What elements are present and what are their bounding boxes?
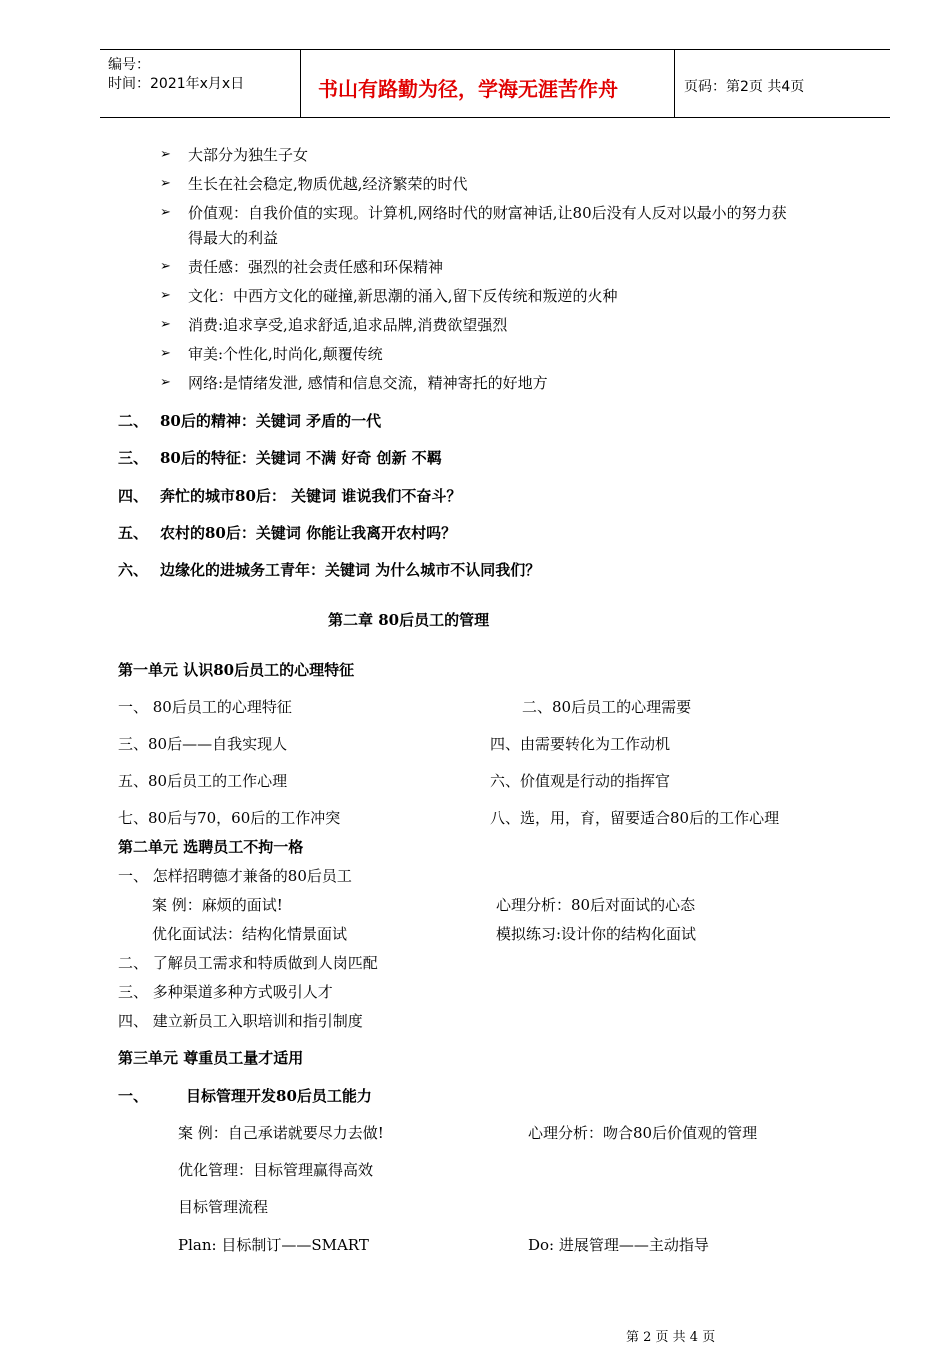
unit3-title: 第三单元 尊重员工量才适用 bbox=[118, 1049, 304, 1067]
section-number: 六、 bbox=[118, 561, 149, 579]
header-bottom-rule bbox=[100, 117, 890, 118]
unit2-item: 心理分析：80后对面试的心态 bbox=[496, 896, 696, 914]
unit2-item: 三、 多种渠道多种方式吸引人才 bbox=[118, 983, 333, 1001]
page-footer: 第 2 页 共 4 页 bbox=[626, 1330, 716, 1345]
unit2-item: 案 例：麻烦的面试! bbox=[152, 896, 283, 914]
unit1-item: 七、80后与70，60后的工作冲突 bbox=[118, 809, 341, 827]
header-top-rule bbox=[100, 49, 890, 50]
unit2-title: 第二单元 选聘员工不拘一格 bbox=[118, 838, 304, 856]
bullet-item: 责任感：强烈的社会责任感和环保精神 bbox=[188, 258, 444, 276]
bullet-item: 消费:追求享受,追求舒适,追求品牌,消费欲望强烈 bbox=[188, 316, 508, 334]
unit3-heading-number: 一、 bbox=[118, 1087, 149, 1105]
header-divider-left bbox=[300, 49, 301, 118]
unit1-item: 四、由需要转化为工作动机 bbox=[490, 735, 671, 753]
section-heading: 80后的特征：关键词 不满 好奇 创新 不羁 bbox=[160, 449, 442, 467]
arrow-bullet-icon: ➢ bbox=[160, 317, 171, 332]
bullet-item: 文化：中西方文化的碰撞,新思潮的涌入,留下反传统和叛逆的火种 bbox=[188, 287, 618, 305]
unit2-item: 四、 建立新员工入职培训和指引制度 bbox=[118, 1012, 363, 1030]
arrow-bullet-icon: ➢ bbox=[160, 375, 171, 390]
unit2-item: 优化面试法：结构化情景面试 bbox=[152, 925, 348, 943]
header-divider-right bbox=[674, 49, 675, 118]
unit3-item: Do: 进展管理——主动指导 bbox=[528, 1236, 709, 1254]
header-time-label: 时间：2021年x月x日 bbox=[108, 76, 245, 92]
unit3-item: Plan: 目标制订——SMART bbox=[178, 1236, 369, 1254]
unit1-item: 六、价值观是行动的指挥官 bbox=[490, 772, 671, 790]
unit2-item: 模拟练习:设计你的结构化面试 bbox=[496, 925, 697, 943]
unit3-item: 心理分析：吻合80后价值观的管理 bbox=[528, 1124, 758, 1142]
unit1-item: 五、80后员工的工作心理 bbox=[118, 772, 288, 790]
header-motto: 书山有路勤为径，学海无涯苦作舟 bbox=[318, 77, 618, 101]
arrow-bullet-icon: ➢ bbox=[160, 205, 171, 220]
bullet-item: 生长在社会稳定,物质优越,经济繁荣的时代 bbox=[188, 175, 468, 193]
section-heading: 80后的精神：关键词 矛盾的一代 bbox=[160, 412, 382, 430]
unit2-item: 二、 了解员工需求和特质做到人岗匹配 bbox=[118, 954, 378, 972]
chapter-title: 第二章 80后员工的管理 bbox=[328, 611, 490, 629]
section-heading: 奔忙的城市80后： 关键词 谁说我们不奋斗？ bbox=[160, 487, 462, 505]
bullet-item: 审美:个性化,时尚化,颠覆传统 bbox=[188, 345, 383, 363]
unit3-item: 目标管理流程 bbox=[178, 1198, 269, 1216]
unit3-heading: 目标管理开发80后员工能力 bbox=[186, 1087, 372, 1105]
section-heading: 农村的80后：关键词 你能让我离开农村吗？ bbox=[160, 524, 457, 542]
arrow-bullet-icon: ➢ bbox=[160, 259, 171, 274]
unit3-item: 案 例：自己承诺就要尽力去做! bbox=[178, 1124, 384, 1142]
unit1-item: 一、 80后员工的心理特征 bbox=[118, 698, 292, 716]
section-number: 四、 bbox=[118, 487, 149, 505]
header-page-label: 页码：第2页 共4页 bbox=[684, 79, 805, 95]
unit2-item: 一、 怎样招聘德才兼备的80后员工 bbox=[118, 867, 352, 885]
section-number: 三、 bbox=[118, 449, 149, 467]
arrow-bullet-icon: ➢ bbox=[160, 288, 171, 303]
bullet-item-continuation: 得最大的利益 bbox=[188, 229, 279, 247]
header-number-label: 编号： bbox=[108, 57, 150, 73]
bullet-item: 价值观：自我价值的实现。计算机,网络时代的财富神话,让80后没有人反对以最小的努力获 bbox=[188, 204, 787, 222]
arrow-bullet-icon: ➢ bbox=[160, 147, 171, 162]
unit1-item: 三、80后——自我实现人 bbox=[118, 735, 288, 753]
unit1-item: 二、80后员工的心理需要 bbox=[522, 698, 692, 716]
arrow-bullet-icon: ➢ bbox=[160, 176, 171, 191]
bullet-item: 大部分为独生子女 bbox=[188, 146, 309, 164]
section-number: 二、 bbox=[118, 412, 149, 430]
section-number: 五、 bbox=[118, 524, 149, 542]
unit1-title: 第一单元 认识80后员工的心理特征 bbox=[118, 661, 355, 679]
section-heading: 边缘化的进城务工青年：关键词 为什么城市不认同我们？ bbox=[160, 561, 541, 579]
bullet-item: 网络:是情绪发泄, 感情和信息交流，精神寄托的好地方 bbox=[188, 374, 548, 392]
unit1-item: 八、选，用，育，留要适合80后的工作心理 bbox=[490, 809, 780, 827]
unit3-item: 优化管理：目标管理赢得高效 bbox=[178, 1161, 374, 1179]
arrow-bullet-icon: ➢ bbox=[160, 346, 171, 361]
